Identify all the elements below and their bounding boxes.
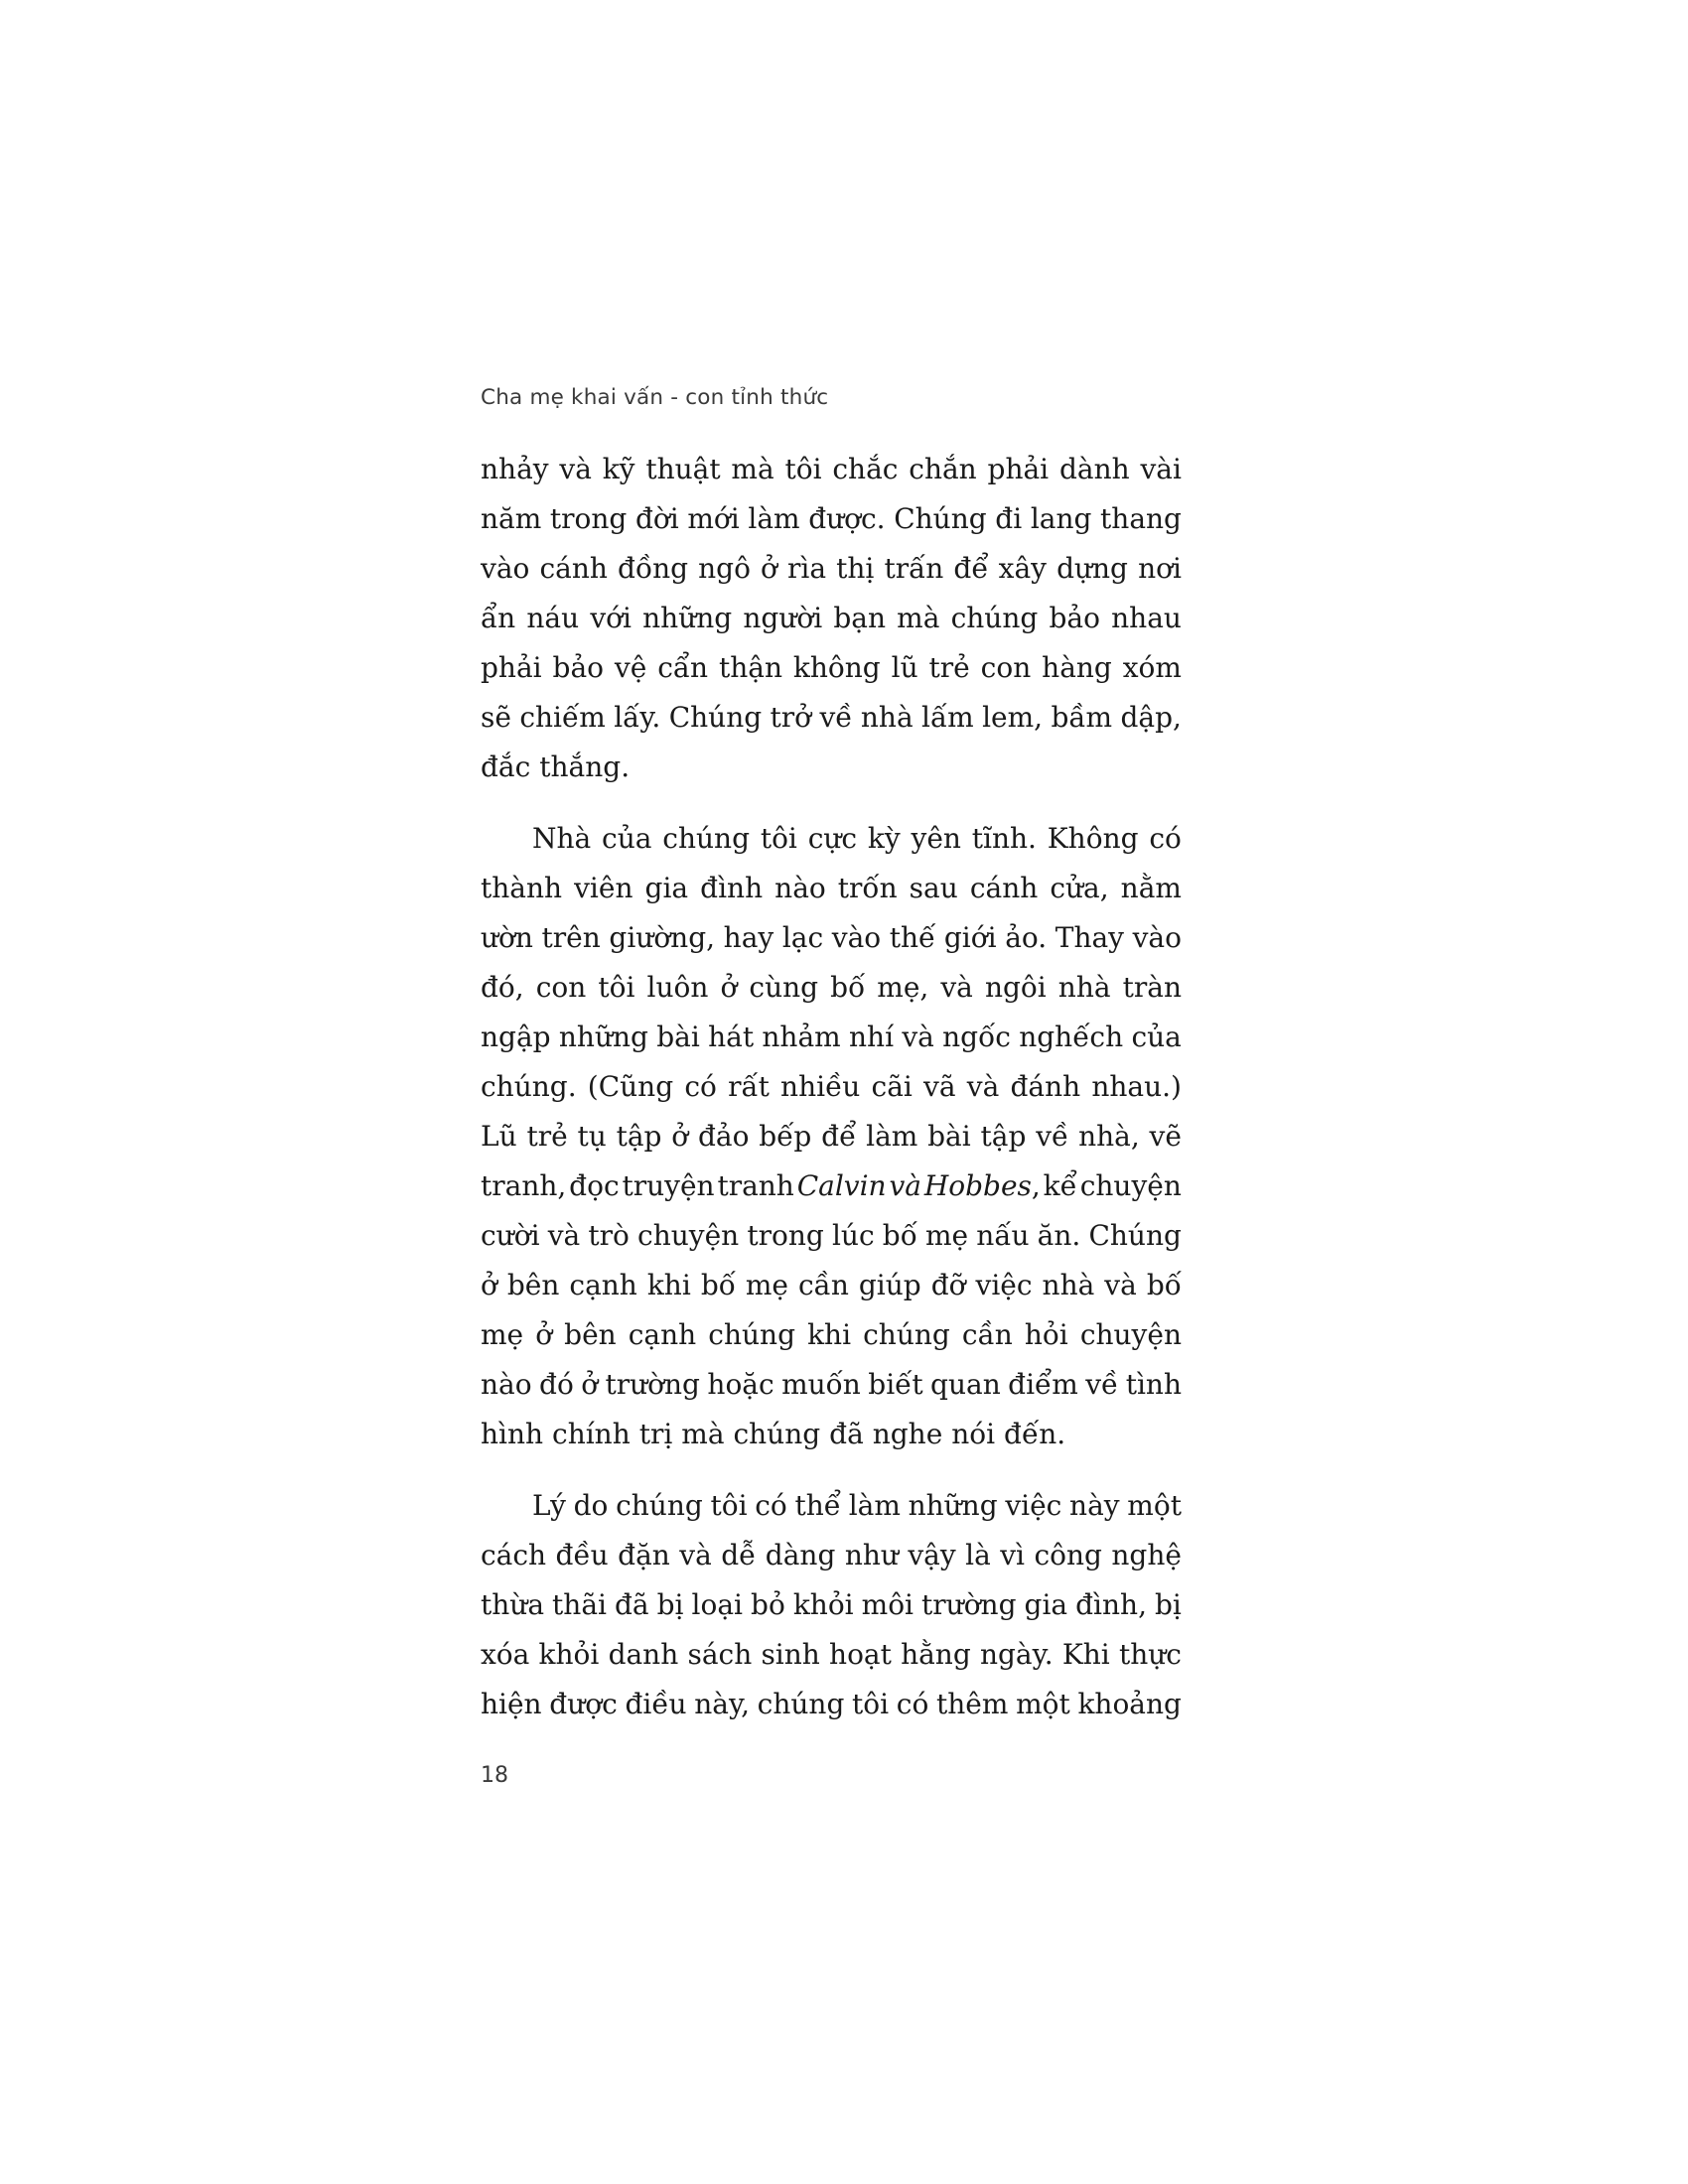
running-head: Cha mẹ khai vấn - con tỉnh thức bbox=[481, 385, 829, 410]
page-number: 18 bbox=[481, 1763, 508, 1788]
text-line: xóa khỏi danh sách sinh hoạt hằng ngày. Khi thực bbox=[481, 1638, 1182, 1671]
text-line: Nhà của chúng tôi cực kỳ yên tĩnh. Không có bbox=[532, 822, 1182, 855]
text-line: ườn trên giường, hay lạc vào thế giới ảo. Thay vào bbox=[481, 921, 1182, 954]
text-line: năm trong đời mới làm được. Chúng đi lang thang bbox=[481, 502, 1182, 535]
text-line: tranh, đọc truyện tranh Calvin và Hobbes, kể chuyện bbox=[481, 1169, 1182, 1202]
text-line: thừa thãi đã bị loại bỏ khỏi môi trường gia đình, bị bbox=[481, 1588, 1182, 1621]
text-line: nào đó ở trường hoặc muốn biết quan điểm về tình bbox=[481, 1368, 1182, 1401]
body-text bbox=[481, 445, 1182, 1751]
text-line: cách đều đặn và dễ dàng như vậy là vì công nghệ bbox=[481, 1539, 1182, 1571]
text-line: thành viên gia đình nào trốn sau cánh cửa, nằm bbox=[481, 872, 1182, 904]
text-line: vào cánh đồng ngô ở rìa thị trấn để xây dựng nơi bbox=[481, 552, 1182, 585]
paragraph bbox=[481, 814, 1182, 1459]
text-line: đắc thắng. bbox=[481, 751, 631, 783]
text-line: ngập những bài hát nhảm nhí và ngốc nghếch của bbox=[481, 1021, 1182, 1053]
text-line: chúng. (Cũng có rất nhiều cãi vã và đánh nhau.) bbox=[481, 1070, 1182, 1103]
text-line: cười và trò chuyện trong lúc bố mẹ nấu ăn. Chúng bbox=[481, 1219, 1182, 1252]
paragraph bbox=[481, 1481, 1182, 1729]
text-line: đó, con tôi luôn ở cùng bố mẹ, và ngôi nhà tràn bbox=[481, 971, 1182, 1004]
paragraph bbox=[481, 445, 1182, 792]
text-line: Lũ trẻ tụ tập ở đảo bếp để làm bài tập về nhà, vẽ bbox=[481, 1120, 1182, 1153]
text-line: nhảy và kỹ thuật mà tôi chắc chắn phải dành vài bbox=[481, 453, 1182, 485]
text-line: Lý do chúng tôi có thể làm những việc này một bbox=[532, 1489, 1182, 1522]
text-line: ẩn náu với những người bạn mà chúng bảo nhau bbox=[481, 602, 1182, 634]
text-line: sẽ chiếm lấy. Chúng trở về nhà lấm lem, bầm dập, bbox=[481, 701, 1182, 734]
text-line: mẹ ở bên cạnh chúng khi chúng cần hỏi chuyện bbox=[481, 1318, 1182, 1351]
text-line: hình chính trị mà chúng đã nghe nói đến. bbox=[481, 1418, 1066, 1450]
text-line: hiện được điều này, chúng tôi có thêm một khoảng bbox=[481, 1688, 1182, 1720]
text-line: phải bảo vệ cẩn thận không lũ trẻ con hàng xóm bbox=[481, 651, 1182, 684]
text-line: ở bên cạnh khi bố mẹ cần giúp đỡ việc nhà và bố bbox=[481, 1269, 1182, 1301]
